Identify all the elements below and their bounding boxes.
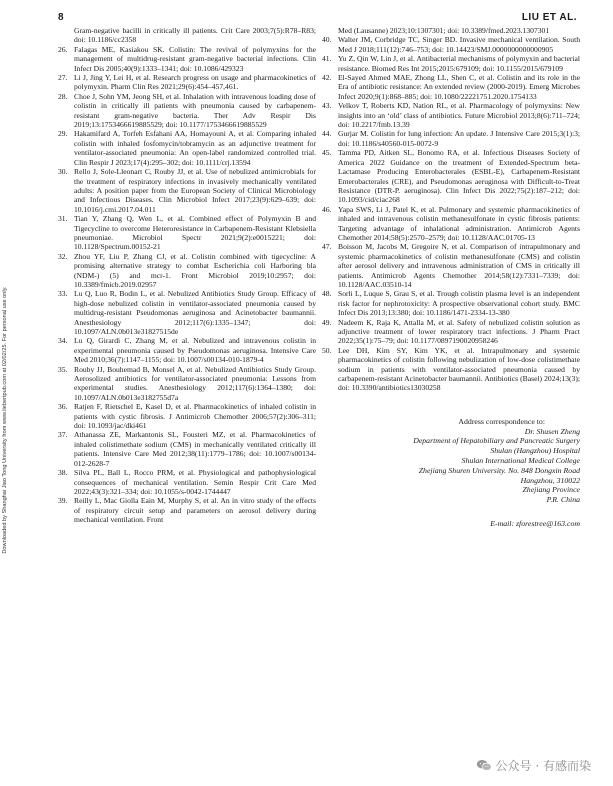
reference-number: 29.: [58, 129, 68, 139]
address-country: P.R. China: [546, 495, 580, 505]
reference-text: Lee DH, Kim SY, Kim YK, et al. Intrapulmonary and systemic pharmacokinetics of colistin following nebulization of low-dose colistimethate sodium in patients with ventilator-associated pneumonia caused by carbapenem-resistant Acinetobacter baumannii. Antibiotics (Basel) 2024;13(3); doi: 10.3390/antibiotics13030258: [338, 345, 580, 393]
reference-item: [58, 365, 316, 403]
reference-number: 28.: [58, 91, 68, 101]
reference-item: [58, 289, 316, 336]
reference-text: Falagas ME, Kasiakou SK. Colistin: The revival of polymyxins for the management of multidrug-resistant gram-negative bacterial infections. Clin Infect Dis 2005;40(9):1333–1341; doi: 10.1086/429323: [74, 44, 316, 73]
reference-text: Hakamifard A, Torfeh Esfahani AA, Homayouni A, et al. Comparing inhaled colistin with inhaled fosfomycin/tobramycin as an adjunctive treatment for ventilator-associated pneumonia: An open-label randomized controlled trial. Clin Respir J 2023;17(4):295–302; doi: 10.1111/crj.13594: [74, 129, 316, 167]
address-department: Department of Hepatobiliary and Pancreatic Surgery: [413, 436, 580, 446]
reference-text: Sorli L, Luque S, Grau S, et al. Trough colistin plasma level is an independent risk factor for nephrotoxicity: A prospective observational cohort study. BMC Infect Dis 2013;13:380; doi: 10.1186/1471-2334-13-380: [338, 289, 580, 318]
download-notice: [2, 120, 12, 720]
reference-text: El-Sayed Ahmed MAE, Zhong LL, Shen C, et al. Colistin and its role in the Era of antibiotic resistance: An extended review (2000-2019). Emerg Microbes Infect 2020;9(1):868–885; doi: 10.1080/22221751.2020.1754133: [338, 73, 580, 101]
address-email[interactable]: E-mail: zforestree@163.com: [490, 519, 580, 529]
reference-text: Tian Y, Zhang Q, Wen L, et al. Combined effect of Polymyxin B and Tigecycline to overcome Heteroresistance in Carbapenem-Resistant Klebsiella pneumoniae. Microbiol Spectr 2021;9(2):e0015221; doi: 10.1128/Spectrum.00152-21: [74, 214, 316, 252]
reference-item: [322, 346, 580, 393]
reference-number: 44.: [322, 129, 332, 139]
correspondence-address: [322, 417, 580, 529]
reference-item: [58, 252, 316, 290]
reference-number: 34.: [58, 336, 68, 346]
reference-number: 47.: [322, 242, 332, 252]
address-name: Dr. Shusen Zheng: [524, 426, 580, 436]
reference-number: 48.: [322, 289, 332, 299]
address-hospital: Shulan (Hangzhou) Hospital: [490, 446, 580, 456]
address-university: Zhejiang Shuren University. No. 848 Dongxin Road: [418, 465, 580, 475]
reference-item: [58, 92, 316, 130]
watermark-text: 公众号 · 有感而染: [495, 759, 591, 773]
reference-text: Silva PL, Ball L, Rocco PRM, et al. Physiological and pathophysiological consequences of mechanical ventilation. Semin Respir Crit Care Med 2022;43(3):321–334; doi: 10.1055/s-0042-1744447: [74, 468, 316, 496]
reference-item: [58, 214, 316, 252]
address-heading: Address correspondence to:: [458, 416, 545, 426]
reference-number: 36.: [58, 402, 68, 412]
reference-text: Nadeem K, Raja K, Attalla M, et al. Safety of nebulized colistin solution as adjunctive treatment of lower respiratory tract infections. J Pharm Pract 2022;35(1):75–79; doi: 10.1177/0897190020958246: [338, 317, 580, 346]
reference-item: [322, 242, 580, 289]
reference-list-right: [322, 26, 580, 393]
reference-item: [322, 289, 580, 317]
reference-item: [58, 402, 316, 430]
reference-number: 43.: [322, 101, 332, 111]
reference-number: 37.: [58, 430, 68, 440]
reference-number: 30.: [58, 167, 68, 177]
reference-number: 32.: [58, 251, 68, 261]
reference-item: [322, 35, 580, 54]
reference-text: Zhou YF, Liu P, Zhang CJ, et al. Colistin combined with tigecycline: A promising alternative strategy to combat Escherichia coli Harboring bla (NDM-) (5) and mcr-1. Front Microbiol 2019;10:2957; doi: 10.3389/fmicb.2019.02957: [74, 251, 316, 289]
reference-item: [322, 129, 580, 148]
reference-number: 33.: [58, 289, 68, 299]
reference-item: [322, 73, 580, 101]
reference-number: 41.: [322, 54, 332, 64]
reference-text: Gram-negative bacilli in critically ill patients. Crit Care 2003;7(5):R78–R83; doi: 10.1186/cc2358: [74, 26, 316, 45]
reference-text: Rouby JJ, Bouhemad B, Monsel A, et al. Nebulized Antibiotics Study Group. Aerosolized antibiotics for ventilator-associated pneumonia: Lessons from experimental studies. Anesthesiology 2012;117(6):1364–1380; doi: 10.1097/ALN.0b013e3182755d7a: [74, 364, 316, 402]
reference-item: [58, 468, 316, 496]
reference-list-left: [58, 26, 316, 525]
reference-number: 46.: [322, 204, 332, 214]
reference-number: 39.: [58, 496, 68, 506]
reference-text: Lu Q, Girardi C, Zhang M, et al. Nebulized and intravenous colistin in experimental pneumonia caused by Pseudomonas aeruginosa. Intensive Care Med 2010;36(7):1147–1155; doi: 10.1007/s00134-010-1879-4: [74, 336, 316, 365]
reference-item: [58, 496, 316, 524]
reference-item: [322, 54, 580, 73]
reference-number: 31.: [58, 214, 68, 224]
right-column: [322, 26, 580, 529]
reference-item: [58, 73, 316, 92]
reference-item: [58, 430, 316, 468]
reference-item: [322, 101, 580, 129]
reference-item: [58, 45, 316, 73]
reference-text: Walter JM, Corbridge TC, Singer BD. Invasive mechanical ventilation. South Med J 2018;111(12):746–753; doi: 10.14423/SMJ.0000000000000905: [338, 35, 580, 54]
reference-item: [58, 26, 316, 45]
reference-text: Reilly L, Mac Giolla Eain M, Murphy S, et al. An in vitro study of the effects of respiratory circuit setup and parameters on aerosol delivery during mechanical ventilation. Front: [74, 496, 316, 525]
reference-item: [58, 167, 316, 214]
reference-text: Tamma PD, Aitken SL, Bonomo RA, et al. Infectious Diseases Society of America 2022 Guidance on the treatment of Extended-Spectrum beta-Lactamase Producing Enterobacterales (ESBL-E), Carbapenem-Resistant Enterobacterales (CRE), and Pseudomonas aeruginosa with Difficult-to-Treat Resistance (DTR-P. aeruginosa). Clin Infect Dis 2022;75(2):187–212; doi: 10.1093/cid/ciac268: [338, 148, 580, 205]
reference-number: 49.: [322, 317, 332, 327]
address-city: Hangzhou, 310022: [520, 475, 580, 485]
reference-number: 40.: [322, 35, 332, 45]
running-head: LIU ET AL.: [521, 12, 577, 23]
reference-item: [58, 129, 316, 167]
reference-text: Rello J, Sole-Lleonart C, Rouby JJ, et al. Use of nebulized antimicrobials for the treatment of respiratory infections in invasively mechanically ventilated adults: A position paper from the European Society of Clinical Microbiology and Infectious Diseases. Clin Microbiol Infect 2017;23(9):629–639; doi: 10.1016/j.cmi.2017.04.011: [74, 167, 316, 214]
reference-item: [322, 318, 580, 346]
download-notice-text: Downloaded by Shanghai Jiao Tong University from www.liebertpub.com at 02/02/25. For personal use only.: [2, 286, 8, 554]
reference-item: [58, 336, 316, 364]
reference-item: [322, 26, 580, 35]
wechat-icon: [476, 759, 492, 772]
reference-number: 42.: [322, 73, 332, 83]
reference-text: Med (Lausanne) 2023;10:1307301; doi: 10.3389/fmed.2023.1307301: [338, 26, 550, 35]
reference-text: Yu Z, Qin W, Lin J, et al. Antibacterial mechanisms of polymyxin and bacterial resistance. Biomed Res Int 2015;2015:679109; doi: 10.1155/2015/679109: [338, 54, 580, 73]
reference-text: Athanassa ZE, Markantonis SL, Fousteri MZ, et al. Pharmacokinetics of inhaled colistimethate sodium (CMS) in mechanically ventilated critically ill patients. Intensive Care Med 2012;38(11):1779–1786; doi: 10.1007/s00134-012-2628-7: [74, 430, 316, 468]
address-college: Shulan International Medical College: [461, 456, 580, 466]
reference-number: 35.: [58, 364, 68, 374]
reference-text: Li J, Jing Y, Lei H, et al. Research progress on usage and pharmacokinetics of polymyxin. Pharm Clin Res 2021;29(6):454–457,461.: [74, 73, 316, 92]
reference-number: 38.: [58, 468, 68, 478]
reference-text: Yapa SWS, Li J, Patel K, et al. Pulmonary and systemic pharmacokinetics of inhaled and intravenous colistin methanesulfonate in cystic fibrosis patients: Targeting advantage of inhalational administration. Antimicrob Agents Chemother 2014;58(5):2570–2579; doi: 10.1128/AAC.01705-13: [338, 204, 580, 242]
reference-number: 27.: [58, 73, 68, 83]
reference-text: Lu Q, Luo R, Bodin L, et al. Nebulized Antibiotics Study Group. Efficacy of high-dose nebulized colistin in ventilator-associated pneumonia caused by multidrug-resistant Pseudomonas aeruginosa and Acinetobacter baumannii. Anesthesiology 2012;117(6):1335–1347; doi: 10.1097/ALN.0b013e31827515de: [74, 289, 316, 336]
reference-text: Ratjen F, Rietschel E, Kasel D, et al. Pharmacokinetics of inhaled colistin in patients with cystic fibrosis. J Antimicrob Chemother 2006;57(2):306–311; doi: 10.1093/jac/dki461: [74, 402, 316, 431]
reference-text: Choe J, Sohn YM, Jeong SH, et al. Inhalation with intravenous loading dose of colistin in critically ill patients with pneumonia caused by carbapenem-resistant gram-negative bacteria. Ther Adv Respir Dis 2019;13:1753466619885529; doi: 10.1177/1753466619885529: [74, 91, 316, 130]
address-province: Zhejiang Province: [522, 485, 580, 495]
reference-item: [322, 205, 580, 243]
reference-number: 50.: [322, 345, 332, 355]
page-number: 8: [58, 12, 64, 23]
watermark: [476, 757, 591, 774]
reference-number: 26.: [58, 44, 68, 54]
reference-number: 45.: [322, 148, 332, 158]
reference-text: Boisson M, Jacobs M, Gregoire N, et al. Comparison of intrapulmonary and systemic pharmacokinetics of colistin methanesulfonate (CMS) and colistin after aerosol delivery and intravenous administration of CMS in critically ill patients. Antimicrob Agents Chemother 2014;58(12):7331–7339; doi: 10.1128/AAC.03510-14: [338, 242, 580, 289]
reference-item: [322, 148, 580, 204]
reference-text: Velkov T, Roberts KD, Nation RL, et al. Pharmacology of polymyxins: New insights into an ‘old’ class of antibiotics. Future Microbiol 2013;8(6):711–724; doi: 10.2217/fmb.13.39: [338, 101, 580, 130]
reference-text: Gurjar M. Colistin for lung infection: An update. J Intensive Care 2015;3(1):3; doi: 10.1186/s40560-015-0072-9: [338, 129, 580, 148]
